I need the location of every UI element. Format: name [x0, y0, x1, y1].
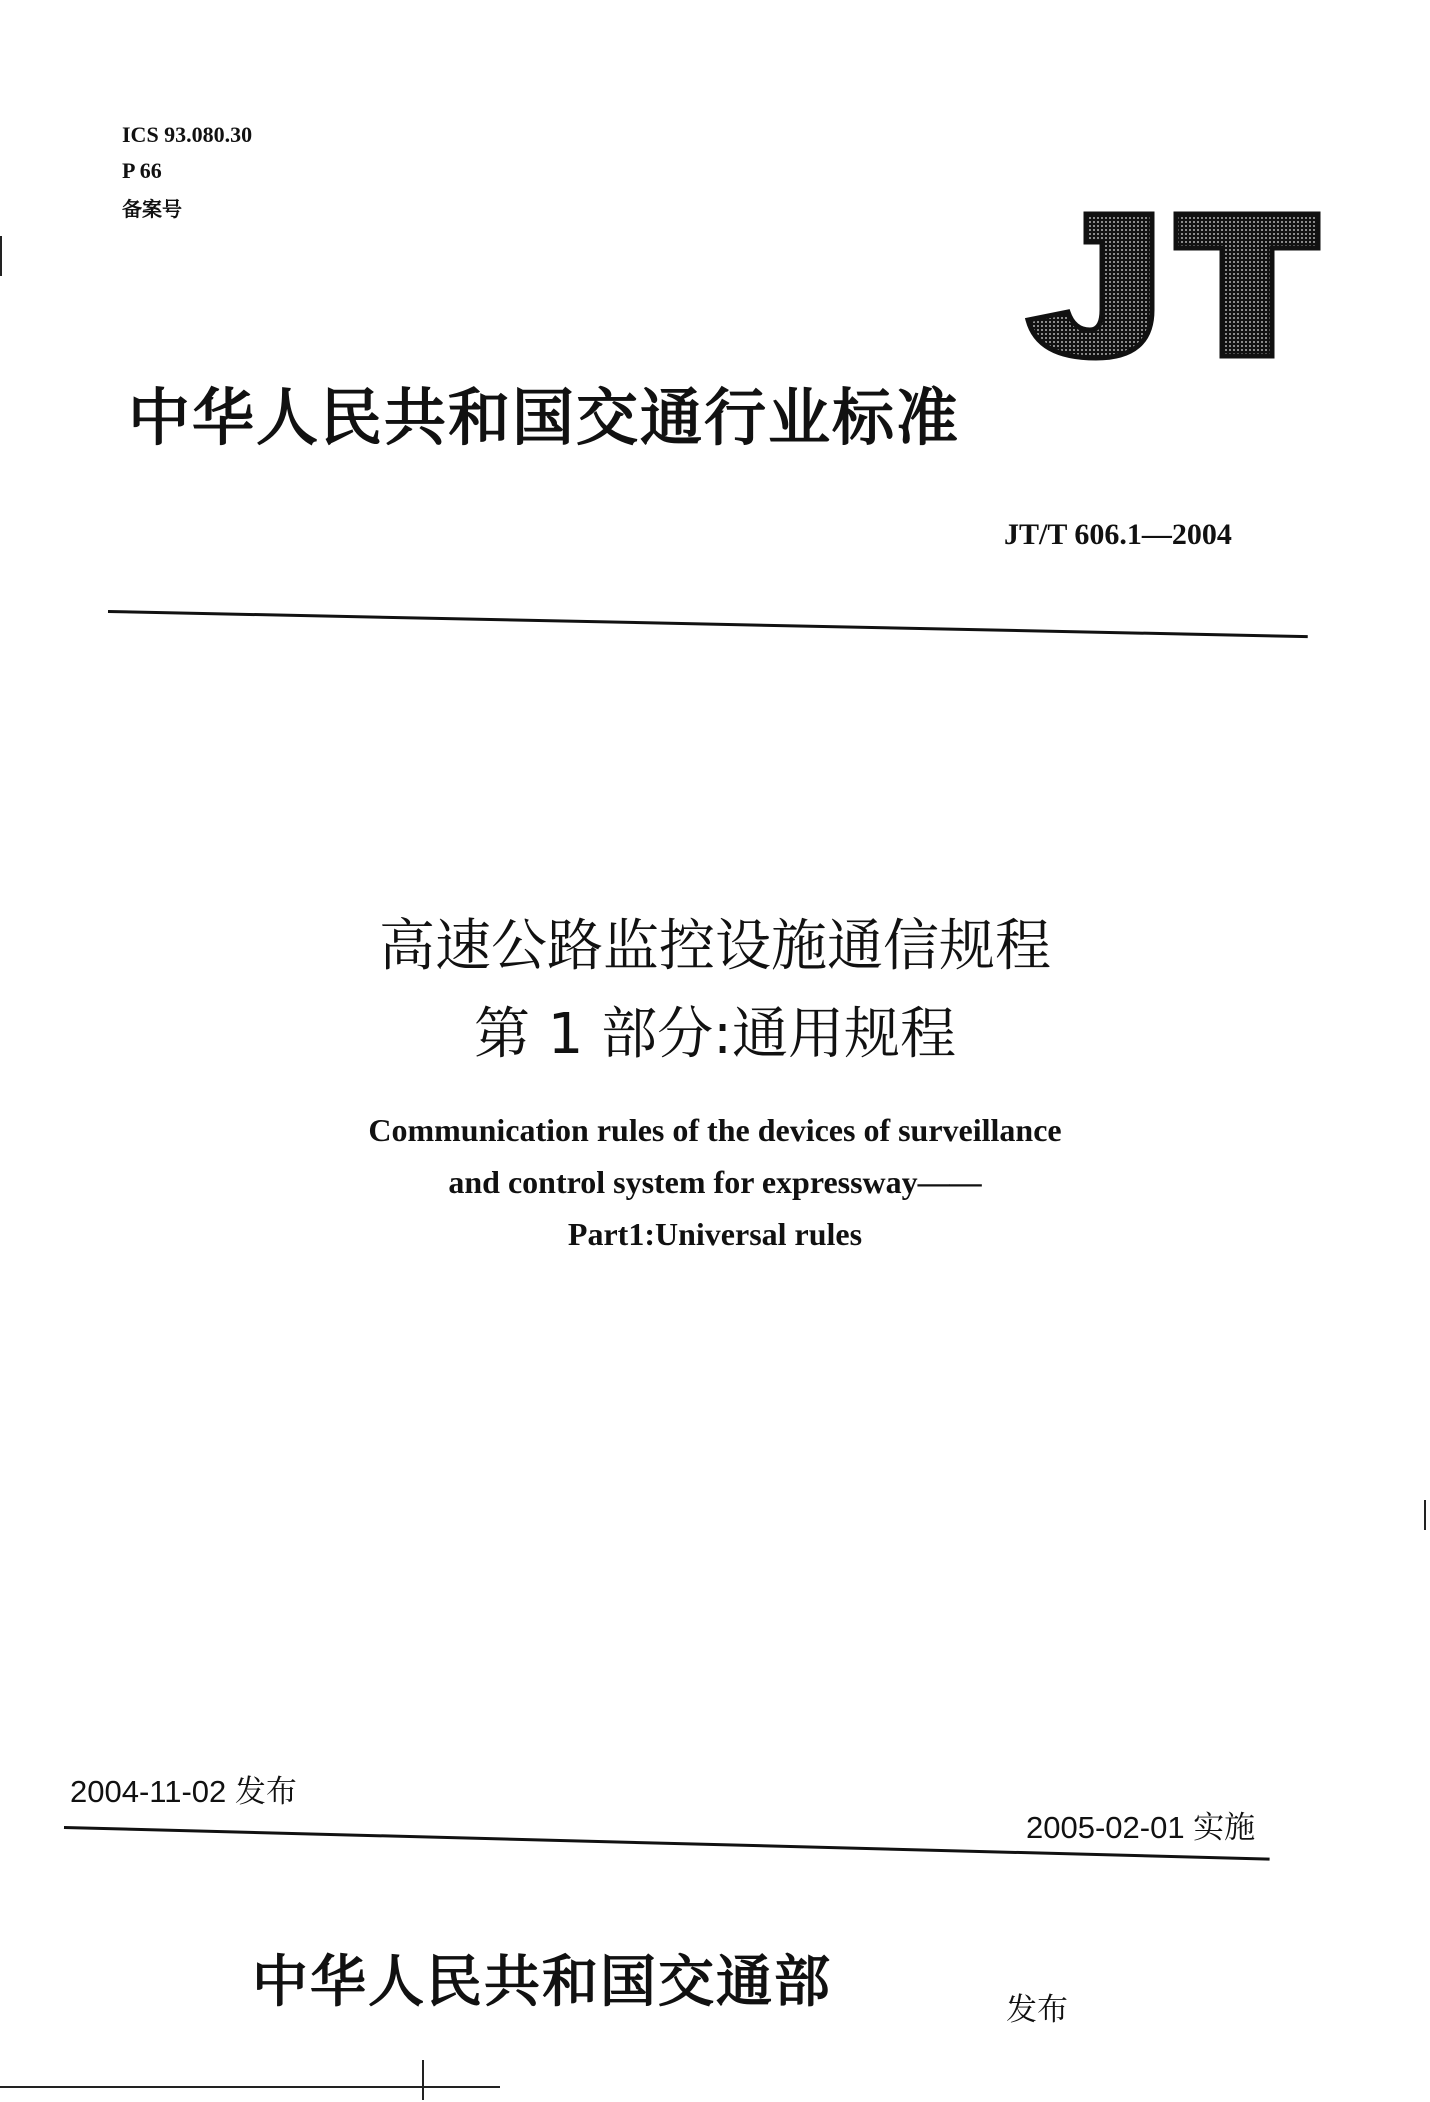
scan-artifact — [422, 2060, 424, 2100]
category-code: P 66 — [122, 158, 162, 183]
title-en-line2: and control system for expressway—— — [448, 1164, 982, 1200]
issue-date: 2004-11-02 发布 — [70, 1774, 297, 1809]
standard-number: JT/T 606.1—2004 — [1004, 518, 1232, 551]
title-cn-line2: 第 1 部分:通用规程 — [473, 1002, 957, 1067]
record-number-label: 备案号 — [122, 197, 182, 221]
implementation-date: 2005-02-01 实施 — [1026, 1810, 1256, 1845]
publisher-suffix: 发布 — [1006, 1992, 1068, 2028]
scan-artifact — [0, 2086, 500, 2088]
jt-logo — [1024, 208, 1322, 362]
scan-artifact — [0, 236, 2, 276]
title-cn-line1: 高速公路监控设施通信规程 — [379, 914, 1051, 979]
publisher-name: 中华人民共和国交通部 — [252, 1950, 832, 2015]
title-en-line3: Part1:Universal rules — [567, 1216, 863, 1252]
ics-code: ICS 93.080.30 — [122, 122, 253, 147]
title-en-line1: Communication rules of the devices of surveillance — [368, 1112, 1062, 1148]
scan-artifact — [1424, 1500, 1426, 1530]
top-divider — [108, 610, 1308, 638]
org-title: 中华人民共和国交通行业标准 — [128, 381, 961, 454]
